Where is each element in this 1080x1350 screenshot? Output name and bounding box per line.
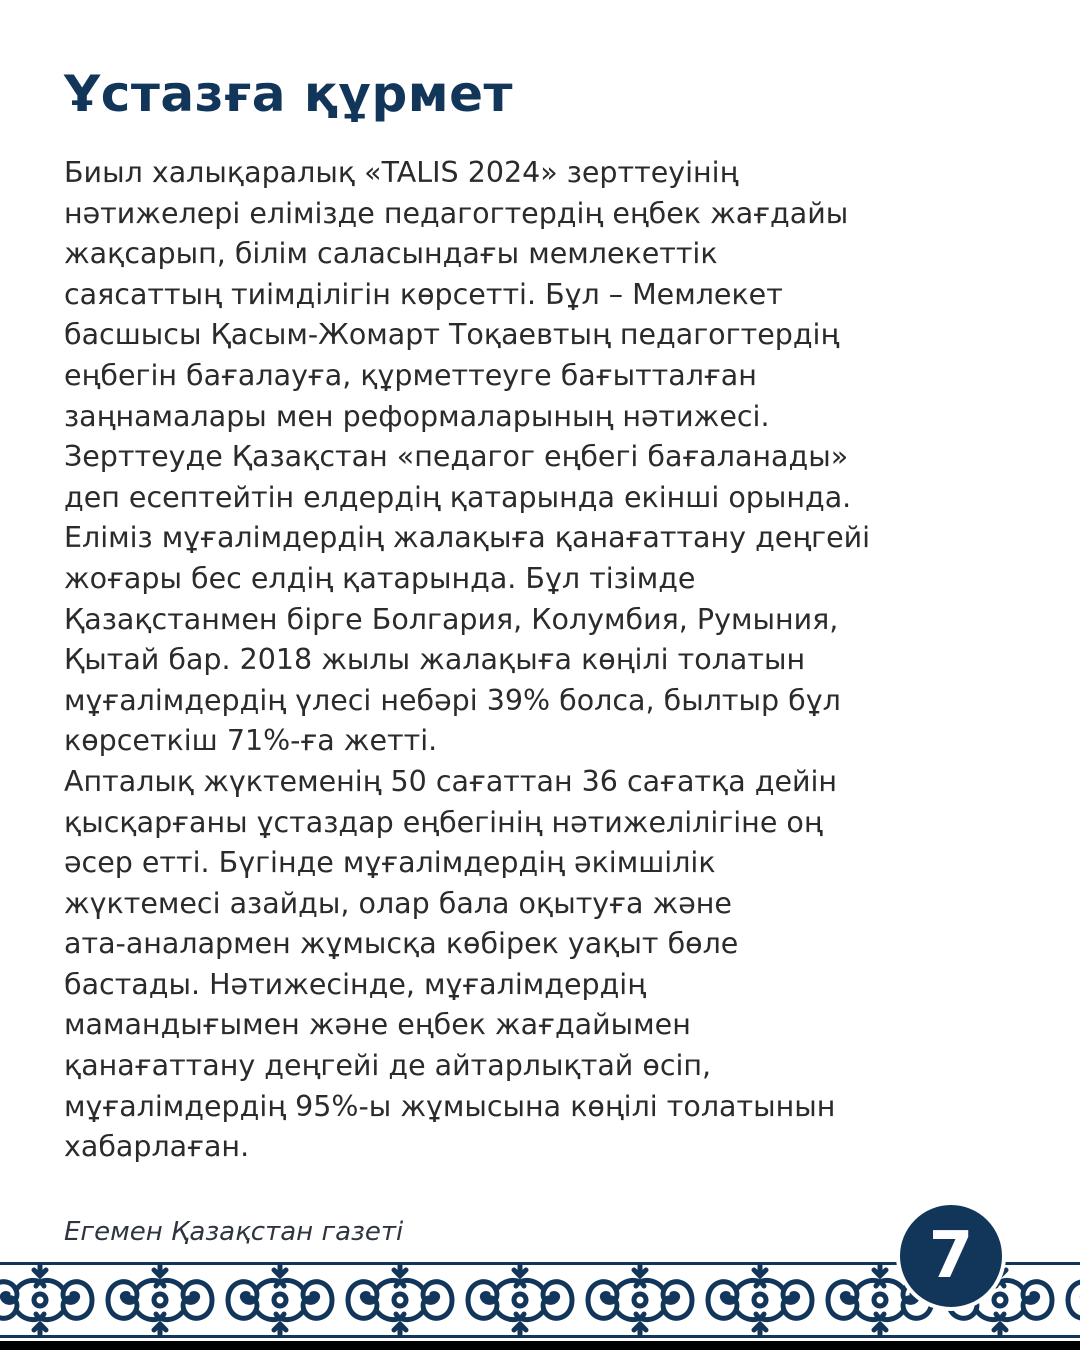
body-line: заңнамалары мен реформаларының нәтижесі. xyxy=(64,399,770,433)
body-line: еңбегін бағалауға, құрметтеуге бағытталған xyxy=(64,358,757,392)
body-line: нәтижелері елімізде педагогтердің еңбек жағдайы xyxy=(64,196,849,230)
body-line: жүктемесі азайды, олар бала оқытуға және xyxy=(64,886,732,920)
body-line: жоғары бес елдің қатарында. Бұл тізімде xyxy=(64,561,696,595)
bottom-bar xyxy=(0,1341,1080,1350)
body-line: Зерттеуде Қазақстан «педагог еңбегі бағаланады» xyxy=(64,440,849,474)
body-line: бастады. Нәтижесінде, мұғалімдердің xyxy=(64,967,647,1001)
body-line: әсер етті. Бүгінде мұғалімдердің әкімшілік xyxy=(64,846,716,880)
page-number: 7 xyxy=(928,1219,974,1293)
body-line: Биыл халықаралық «TALIS 2024» зерттеуінің xyxy=(64,156,739,189)
page-title: Ұстазға құрмет xyxy=(64,65,513,123)
body-line: қысқарғаны ұстаздар еңбегінің нәтижелілігіне оң xyxy=(64,805,823,839)
body-line: саясаттың тиімділігін көрсетті. Бұл – Мемлекет xyxy=(64,277,783,311)
article-body xyxy=(64,153,1024,1168)
body-line: мұғалімдердің 95%-ы жұмысына көңілі толатынын xyxy=(64,1089,836,1123)
body-line: Қытай бар. 2018 жылы жалақыға көңілі толатын xyxy=(64,643,806,677)
body-line: қанағаттану деңгейі де айтарлықтай өсіп, xyxy=(64,1049,712,1083)
source-credit: Егемен Қазақстан газеті xyxy=(64,1217,404,1247)
body-line: Апталық жүктеменің 50 сағаттан 36 сағатқа дейін xyxy=(64,764,838,798)
body-line: деп есептейтін елдердің қатарында екінші орында. xyxy=(64,480,852,514)
body-line: Еліміз мұғалімдердің жалақыға қанағаттану деңгейі xyxy=(64,521,871,555)
body-line: басшысы Қасым-Жомарт Тоқаевтың педагогтердің xyxy=(64,318,840,352)
body-line: ата-аналармен жұмысқа көбірек уақыт бөле xyxy=(64,927,739,961)
body-line: Қазақстанмен бірге Болгария, Колумбия, Румыния, xyxy=(64,602,839,636)
body-line: мамандығымен және еңбек жағдайымен xyxy=(64,1008,691,1042)
page-number-badge xyxy=(896,1201,1006,1311)
body-line: жақсарып, білім саласындағы мемлекеттік xyxy=(64,237,718,271)
body-line: мұғалімдердің үлесі небәрі 39% болса, былтыр бұл xyxy=(64,683,841,717)
body-line: хабарлаған. xyxy=(64,1130,250,1164)
body-line: көрсеткіш 71%-ға жетті. xyxy=(64,724,438,758)
